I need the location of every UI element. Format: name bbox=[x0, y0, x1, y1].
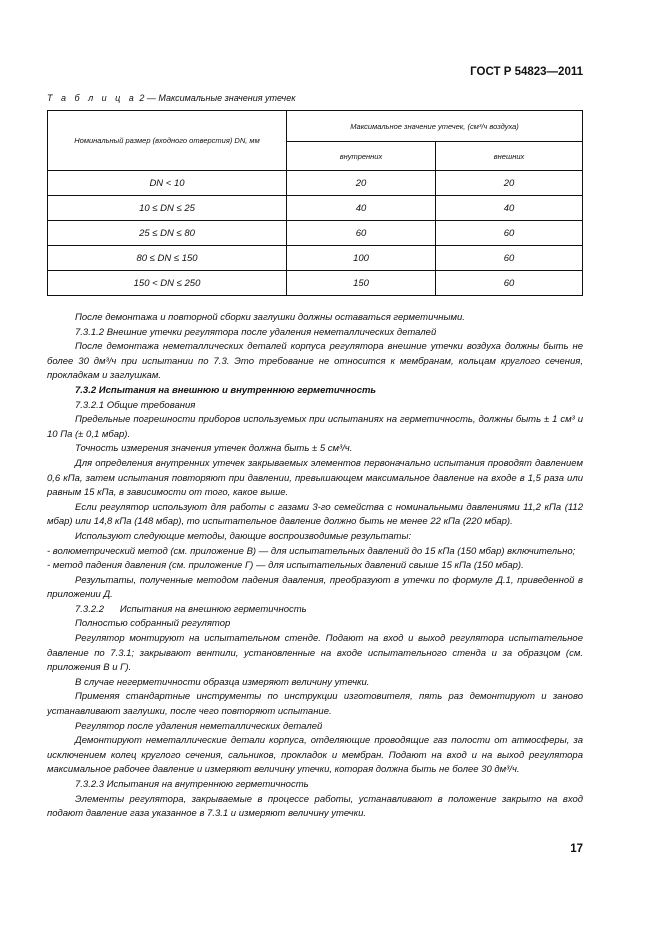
leakage-table bbox=[47, 110, 583, 296]
subheading: Полностью собранный регулятор bbox=[75, 618, 231, 630]
paragraph: Для определения внутренних утечек закрываемых элементов первоначально испытания проводят давлением 0,6 кПа, затем испытания повторяют при давлении, превышающем максимальное давление на входе в 1,5 раза или равным 15 кПа, в зависимости от того, какое выше. bbox=[47, 457, 583, 499]
list-item: - волюметрический метод (см. приложение В) — для испытательных давлений до 15 кПа (150 мбар) включительно; bbox=[47, 545, 576, 557]
cell-external: 60 bbox=[436, 246, 583, 271]
cell-external: 60 bbox=[436, 221, 583, 246]
paragraph: В случае негерметичности образца измеряют величину утечки. bbox=[75, 676, 370, 688]
cell-size: 150 < DN ≤ 250 bbox=[48, 271, 287, 296]
section-heading: 7.3.2.3 Испытания на внутреннюю герметичность bbox=[75, 779, 309, 790]
table-row bbox=[48, 221, 583, 246]
page-number: 17 bbox=[570, 843, 583, 855]
table-caption-label: Т а б л и ц а bbox=[47, 93, 137, 103]
table-caption bbox=[47, 93, 295, 103]
paragraph: Применяя стандартные инструменты по инструкции изготовителя, пять раз демонтируют и заново устанавливают заглушки, после чего повторяют испытание. bbox=[47, 691, 583, 718]
paragraph: Элементы регулятора, закрываемые в процессе работы, устанавливают в положение закрыто на вход подают давление газа указанное в 7.3.1 и измеряют величину утечки. bbox=[47, 793, 583, 820]
cell-internal: 40 bbox=[287, 196, 436, 221]
paragraph: Демонтируют неметаллические детали корпуса, отделяющие проводящие газ полости от атмосферы, за исключением колец круглого сечения, сальников, прокладок и мембран. Подают на вход и на выход регулятора максимальное рабочее давление и измеряют величину утечки, которая должна быть не более 30 дм³/ч. bbox=[47, 735, 583, 776]
col-header-internal: внутренних bbox=[287, 142, 436, 171]
cell-size: 80 ≤ DN ≤ 150 bbox=[48, 246, 287, 271]
col-header-size: Номинальный размер (входного отверстия) DN, мм bbox=[48, 111, 287, 171]
paragraph: Регулятор монтируют на испытательном стенде. Подают на вход и выход регулятора испытательное давление по 7.3.1; закрывают вентили, установленные на входе испытательного стенда и за образцом (см. приложения В и Г). bbox=[47, 633, 583, 674]
paragraph: Используют следующие методы, дающие воспроизводимые результаты: bbox=[75, 530, 412, 542]
cell-internal: 60 bbox=[287, 221, 436, 246]
cell-size: 25 ≤ DN ≤ 80 bbox=[48, 221, 287, 246]
table-caption-number: 2 bbox=[139, 93, 145, 103]
list-item: - метод падения давления (см. приложение Г) — для испытательных давлений свыше 15 кПа (150 мбар). bbox=[47, 560, 524, 572]
section-heading: 7.3.2 Испытания на внешнюю и внутреннюю герметичность bbox=[75, 384, 377, 396]
cell-external: 60 bbox=[436, 271, 583, 296]
paragraph: Точность измерения значения утечек должна быть ± 5 см³/ч. bbox=[75, 443, 353, 455]
section-heading: 7.3.1.2 Внешние утечки регулятора после удаления неметаллических деталей bbox=[75, 326, 437, 338]
table-caption-title: — Максимальные значения утечек bbox=[146, 93, 296, 103]
subheading: Регулятор после удаления неметаллических деталей bbox=[75, 720, 323, 732]
paragraph: Результаты, полученные методом падения давления, преобразуют в утечки по формуле Д.1, приведенной в приложении Д. bbox=[47, 574, 583, 601]
cell-internal: 20 bbox=[287, 171, 436, 196]
cell-internal: 150 bbox=[287, 271, 436, 296]
cell-internal: 100 bbox=[287, 246, 436, 271]
table-row bbox=[48, 196, 583, 221]
cell-external: 20 bbox=[436, 171, 583, 196]
table-row bbox=[48, 171, 583, 196]
table-row bbox=[48, 271, 583, 296]
cell-size: DN < 10 bbox=[48, 171, 287, 196]
paragraph: После демонтажа неметаллических деталей корпуса регулятора внешние утечки воздуха должны быть не более 30 дм³/ч при испытании по 7.3. Это требование не относится к мембранам, кольцам круглого сечения, прокладкам и заглушкам. bbox=[47, 341, 583, 382]
col-header-leakage: Максимальное значение утечек, (см³/ч воздуха) bbox=[287, 111, 583, 142]
body-text bbox=[47, 311, 583, 822]
section-heading: 7.3.2.1 Общие требования bbox=[75, 399, 196, 411]
paragraph: Предельные погрешности приборов используемых при испытаниях на герметичность, должны быть ± 1 см³ и 10 Па (± 0,1 мбар). bbox=[47, 414, 583, 440]
paragraph: Если регулятор используют для работы с газами 3-го семейства с номинальными давлениями 11,2 кПа (112 мбар) или 14,8 кПа (148 мбар), то испытательное давление должно быть не менее 22 кПа (220 мбар). bbox=[47, 501, 583, 528]
section-heading: 7.3.2.2 Испытания на внешнюю герметичность bbox=[75, 603, 307, 615]
col-header-external: внешних bbox=[436, 142, 583, 171]
table-row bbox=[48, 246, 583, 271]
cell-external: 40 bbox=[436, 196, 583, 221]
paragraph: После демонтажа и повторной сборки заглушки должны оставаться герметичными. bbox=[75, 312, 465, 323]
document-header: ГОСТ Р 54823—2011 bbox=[470, 66, 583, 78]
cell-size: 10 ≤ DN ≤ 25 bbox=[48, 196, 287, 221]
